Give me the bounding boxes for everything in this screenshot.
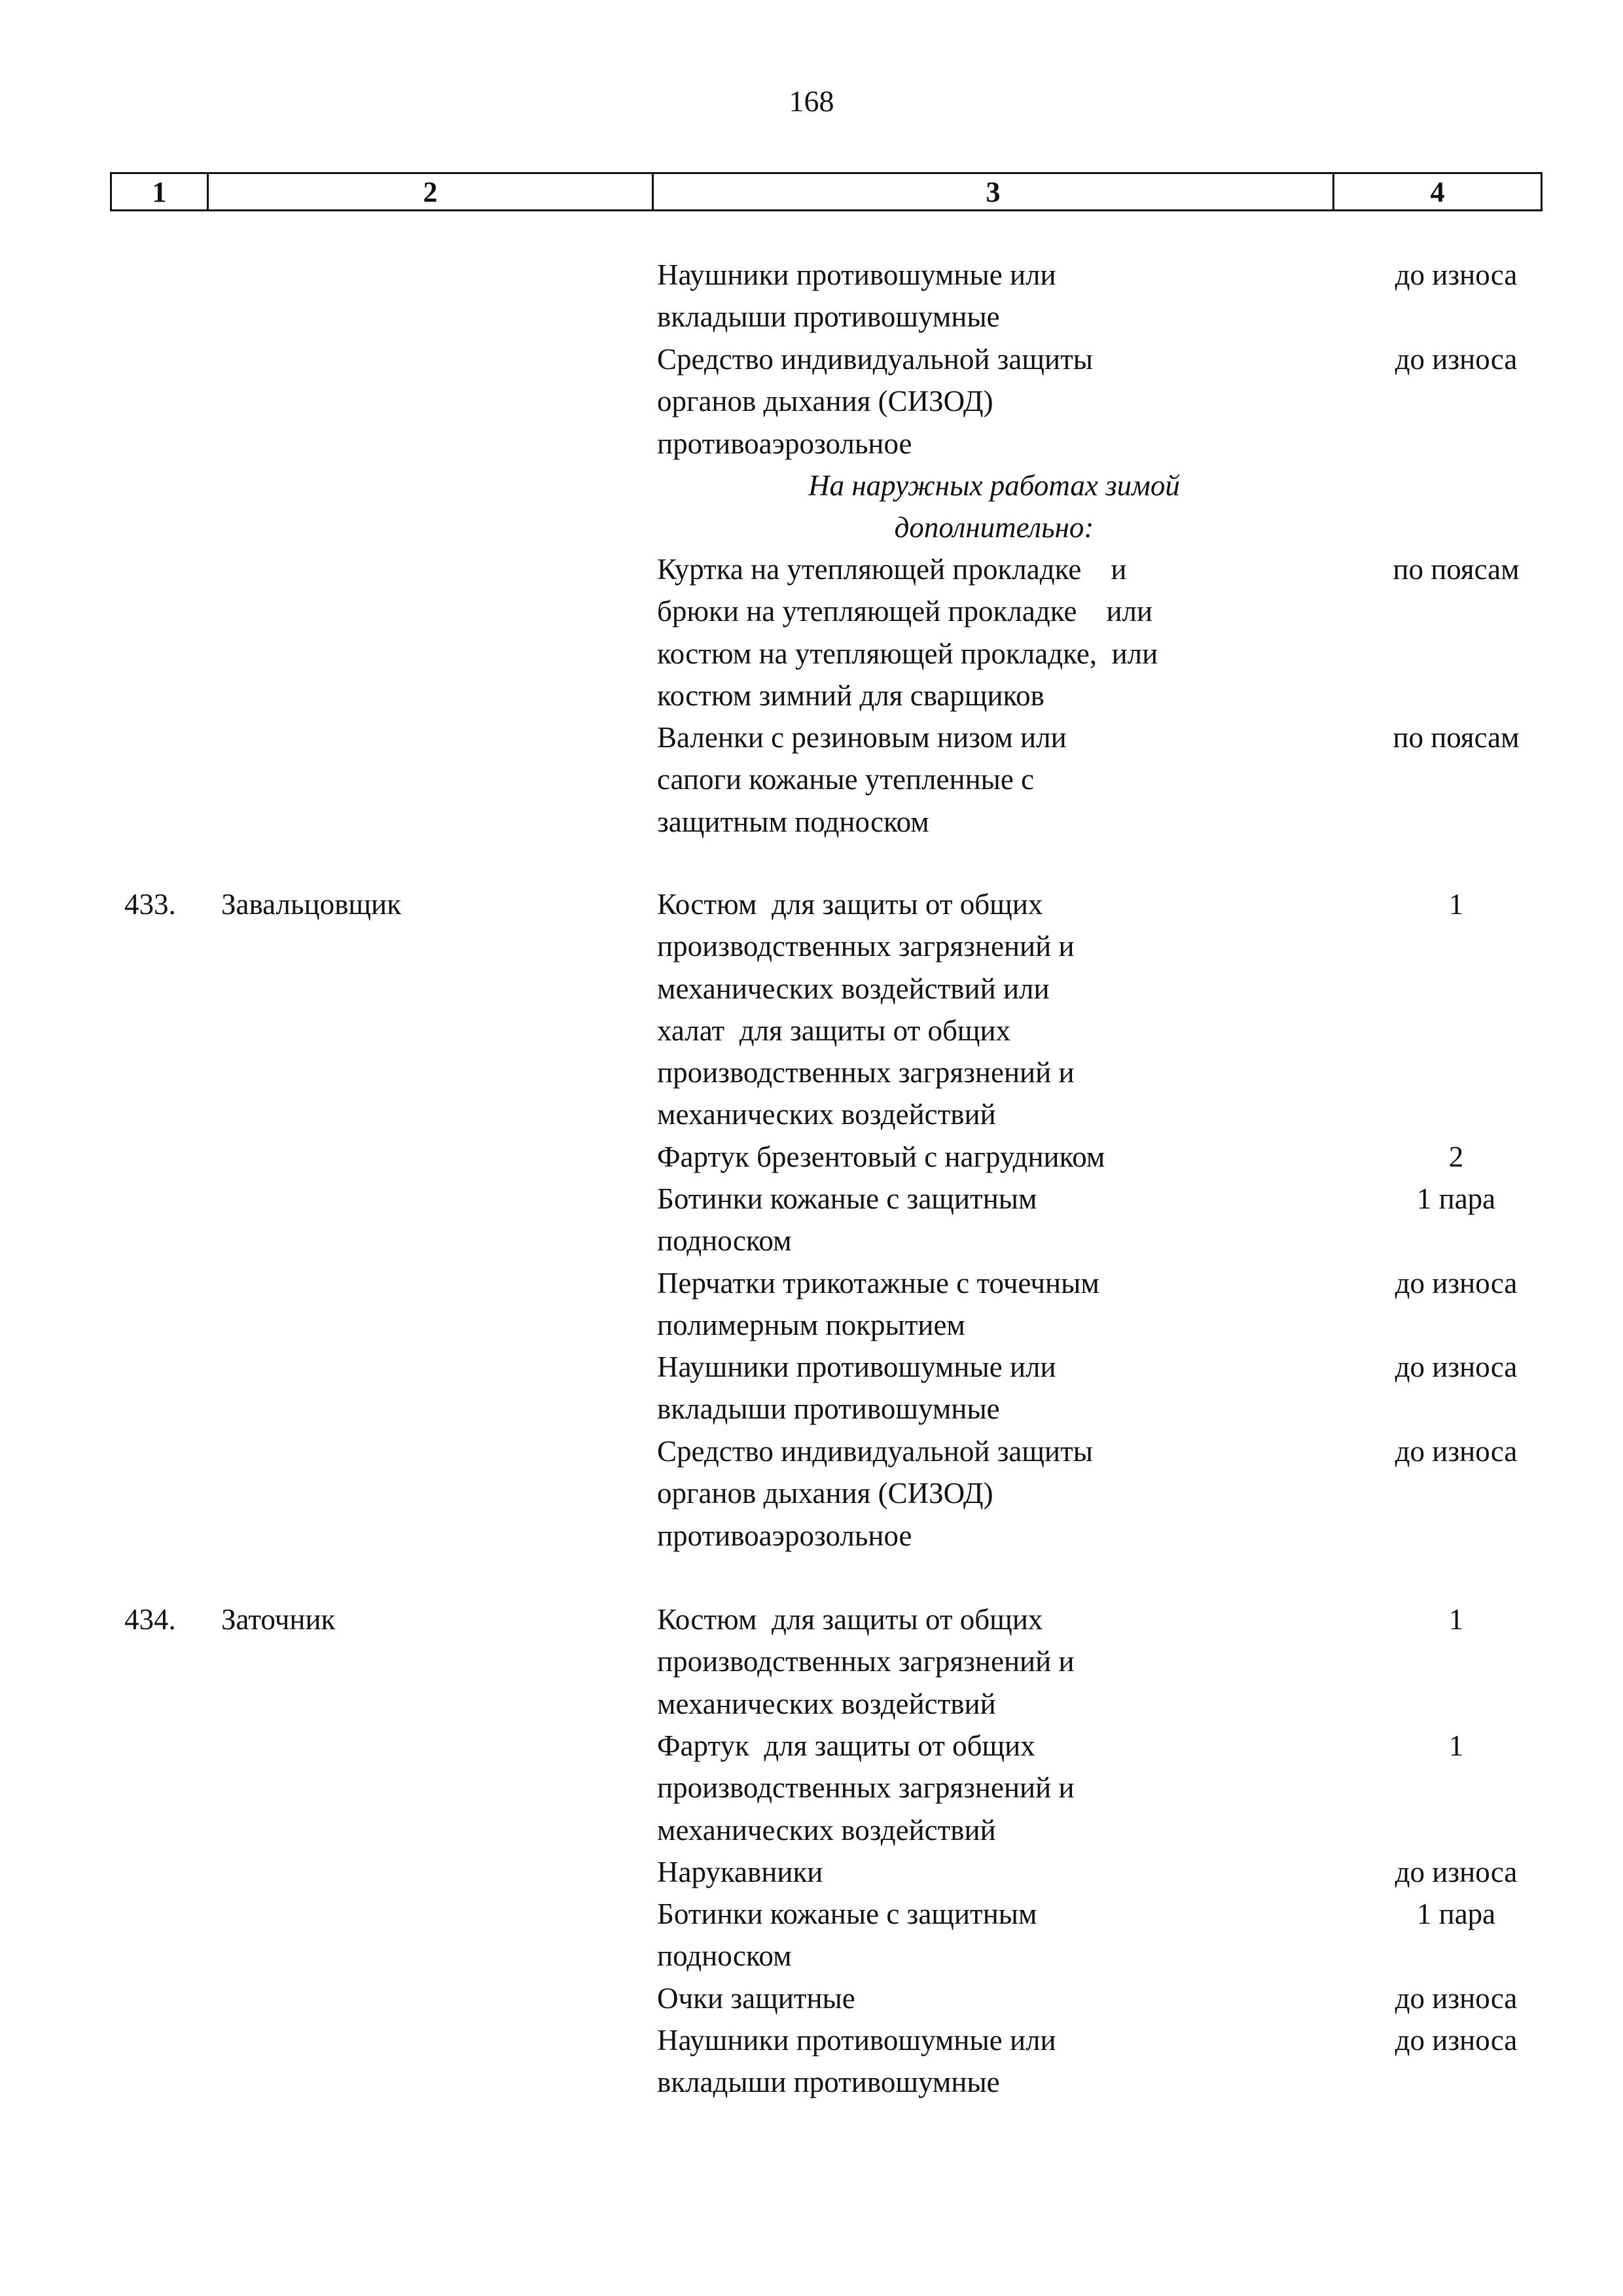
entry-profession: Заточник [221,1603,336,1636]
item-line: Куртка на утепляющей прокладке и [657,553,1127,586]
item-term: до износа [1395,1856,1518,1888]
item-line: производственных загрязнений и [657,1771,1075,1805]
item-term: 1 пара [1416,1898,1496,1930]
header-col-2: 2 [208,173,653,211]
item-term: до износа [1395,1351,1518,1383]
item-line: полимерным покрытием [657,1309,965,1342]
header-col-1: 1 [111,173,208,211]
item-line: костюм зимний для сварщиков [657,679,1044,712]
item-description [657,548,1240,716]
item-line: механических воздействий [657,1098,996,1131]
item-line: Ботинки кожаные с защитным [657,1898,1037,1930]
item-line: Костюм для защиты от общих [657,1603,1043,1636]
item-line: производственных загрязнений и [657,1056,1075,1089]
header-col-3: 3 [653,173,1334,211]
table-header [110,172,1543,211]
winter-note [657,465,1331,549]
item-term: до износа [1395,258,1518,291]
item-term: по поясам [1393,721,1520,754]
item-description [657,1136,1240,1178]
item-term: 2 [1448,1140,1464,1173]
item-line: органов дыхания (СИЗОД) [657,1477,993,1510]
item-line: Наушники противошумные или [657,258,1056,291]
item-line: Наушники противошумные или [657,2024,1056,2057]
entry-profession: Завальцовщик [221,888,401,921]
item-line: Ботинки кожаные с защитным [657,1182,1037,1215]
item-description [657,254,1240,338]
item-line: противоаэрозольное [657,1519,912,1552]
item-line: Валенки с резиновым низом или [657,721,1067,754]
item-line: Перчатки трикотажные с точечным [657,1267,1099,1299]
item-line: Фартук для защиты от общих [657,1729,1035,1762]
item-description [657,716,1240,843]
item-description [657,1346,1240,1430]
item-line: Очки защитные [657,1982,855,2015]
item-term: до износа [1395,343,1518,376]
item-description [657,1430,1240,1557]
header-col-4: 4 [1334,173,1542,211]
item-description [657,1598,1240,1725]
item-line: подноском [657,1939,792,1973]
item-term: 1 пара [1416,1182,1496,1215]
item-line: сапоги кожаные утепленные с [657,763,1035,796]
item-description [657,1893,1240,1977]
item-line: защитным подноском [657,805,929,838]
item-description [657,1262,1240,1347]
item-description [657,1977,1240,2019]
item-line: вкладыши противошумные [657,2066,1000,2099]
item-line: вкладыши противошумные [657,300,1000,334]
note-line: дополнительно: [894,511,1094,544]
item-description [657,1178,1240,1262]
item-term: до износа [1395,1267,1518,1299]
item-term: 1 [1448,1729,1464,1762]
entry-number: 433. [124,888,176,921]
item-term: до износа [1395,1982,1518,2015]
item-line: костюм на утепляющей прокладке, или [657,637,1158,670]
item-line: Средство индивидуальной защиты [657,1435,1094,1468]
item-line: Фартук брезентовый с нагрудником [657,1140,1105,1173]
item-line: производственных загрязнений и [657,930,1075,963]
item-term: 1 [1448,1603,1464,1636]
item-term: 1 [1448,888,1464,921]
item-line: подноском [657,1224,792,1258]
item-description [657,338,1240,465]
item-line: вкладыши противошумные [657,1392,1000,1426]
item-line: механических воздействий [657,1813,996,1846]
entry-number: 434. [124,1603,176,1636]
note-line: На наружных работах зимой [808,469,1180,502]
item-description [657,883,1240,1136]
item-description [657,2019,1240,2104]
item-term: до износа [1395,2024,1518,2057]
item-line: механических воздействий [657,1687,996,1720]
item-term: по поясам [1393,553,1520,586]
item-line: органов дыхания (СИЗОД) [657,385,993,418]
item-description [657,1851,1240,1893]
page-number: 168 [789,84,834,118]
item-line: Костюм для защиты от общих [657,888,1043,921]
item-line: механических воздействий или [657,972,1050,1005]
item-line: брюки на утепляющей прокладке или [657,595,1153,628]
item-term: до износа [1395,1435,1518,1468]
item-line: халат для защиты от общих [657,1014,1011,1047]
item-line: противоаэрозольное [657,427,912,460]
item-line: производственных загрязнений и [657,1645,1075,1678]
item-line: Наушники противошумные или [657,1351,1056,1383]
item-line: Средство индивидуальной защиты [657,343,1094,376]
item-description [657,1725,1240,1851]
item-line: Нарукавники [657,1856,823,1888]
